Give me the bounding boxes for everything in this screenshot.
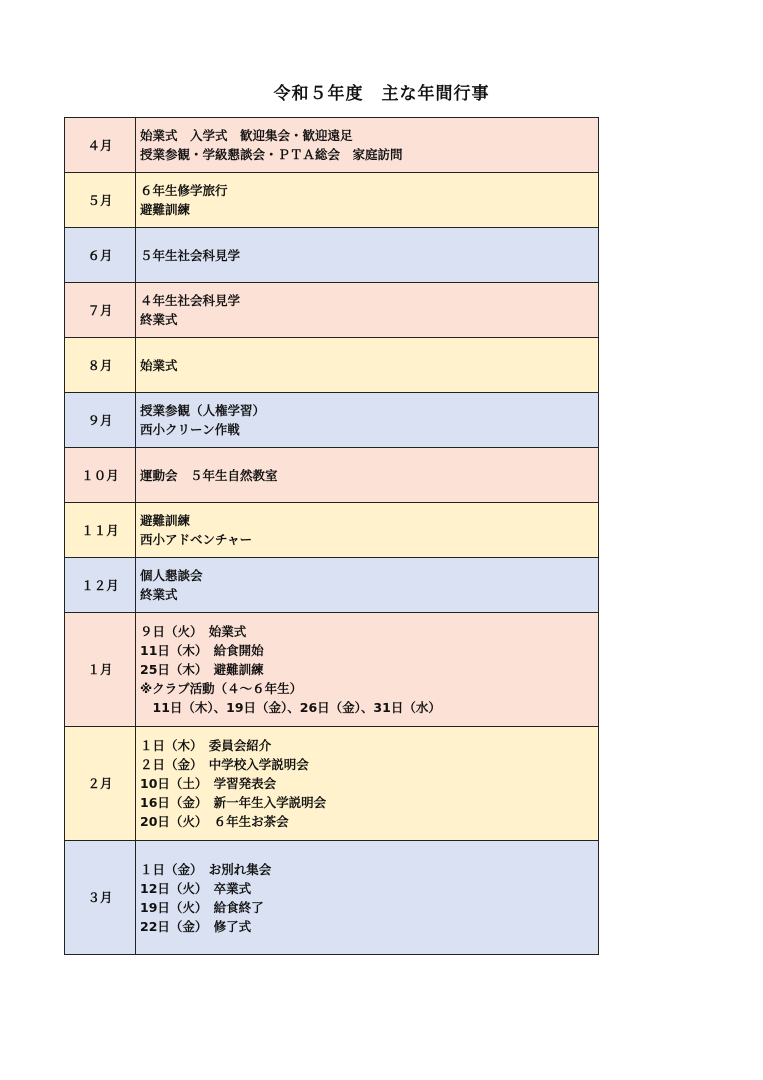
event-line: 西小アドベンチャー	[140, 532, 253, 547]
events-cell	[136, 558, 599, 613]
event-line: 授業参観・学級懇談会・ＰＴＡ総会 家庭訪問	[140, 147, 403, 162]
events-cell	[136, 283, 599, 338]
event-line: 16日（金） 新一年生入学説明会	[140, 795, 327, 810]
month-cell: ２月	[65, 727, 136, 841]
event-line: 12日（火） 卒業式	[140, 880, 252, 896]
event-line: 終業式	[140, 587, 178, 602]
events-cell	[136, 173, 599, 228]
table-row-november	[65, 503, 599, 558]
event-line: １日（木） 委員会紹介	[140, 738, 272, 753]
event-line: 終業式	[140, 312, 178, 327]
event-line: 始業式	[140, 357, 178, 373]
table-row-august	[65, 338, 599, 393]
event-line: 避難訓練	[140, 202, 191, 217]
events-cell	[136, 393, 599, 448]
event-line: 22日（金） 修了式	[140, 918, 252, 934]
page-title: 令和５年度 主な年間行事	[273, 84, 490, 104]
month-cell: ６月	[65, 228, 136, 283]
events-cell	[136, 338, 599, 393]
event-line: ５年生社会科見学	[140, 247, 241, 263]
month-cell: ９月	[65, 393, 136, 448]
event-line: ６年生修学旅行	[140, 183, 228, 198]
events-cell	[136, 613, 599, 727]
events-cell	[136, 503, 599, 558]
table-row-january	[65, 613, 599, 727]
month-cell: １０月	[65, 448, 136, 503]
event-line: 個人懇談会	[140, 568, 203, 583]
event-line: 20日（火） ６年生お茶会	[140, 814, 289, 829]
month-cell: ５月	[65, 173, 136, 228]
table-row-june	[65, 228, 599, 283]
table-row-april	[65, 118, 599, 173]
month-cell: １２月	[65, 558, 136, 613]
event-line: ４年生社会科見学	[140, 293, 241, 308]
table-row-july	[65, 283, 599, 338]
table-row-september	[65, 393, 599, 448]
event-line: 25日（木） 避難訓練	[140, 662, 264, 677]
events-cell	[136, 448, 599, 503]
event-line: ※クラブ活動（４～６年生）	[140, 681, 303, 696]
event-line: 19日（火） 給食終了	[140, 899, 264, 915]
month-cell: ７月	[65, 283, 136, 338]
event-line: 11日（木）、19日（金）、26日（金）、31日（水）	[140, 700, 441, 715]
event-line: 10日（土） 学習発表会	[140, 776, 277, 791]
table-row-february	[65, 727, 599, 841]
event-line: 運動会 ５年生自然教室	[140, 467, 278, 483]
event-line: 避難訓練	[140, 513, 191, 528]
month-cell: １月	[65, 613, 136, 727]
event-line: 授業参観（人権学習）	[140, 403, 266, 418]
event-line: 西小クリーン作戦	[140, 422, 240, 437]
events-cell	[136, 841, 599, 955]
event-line: １日（金） お別れ集会	[140, 861, 272, 877]
event-line: 始業式 入学式 歓迎集会・歓迎遠足	[140, 128, 353, 143]
annual-events-table	[64, 117, 599, 955]
events-cell	[136, 228, 599, 283]
month-cell: ８月	[65, 338, 136, 393]
events-cell	[136, 118, 599, 173]
month-cell: １１月	[65, 503, 136, 558]
month-cell: ４月	[65, 118, 136, 173]
table-row-march	[65, 841, 599, 955]
month-cell: ３月	[65, 841, 136, 955]
event-line: ９日（火） 始業式	[140, 624, 247, 639]
event-line: 11日（木） 給食開始	[140, 643, 264, 658]
events-cell	[136, 727, 599, 841]
table-row-may	[65, 173, 599, 228]
event-line: ２日（金） 中学校入学説明会	[140, 757, 309, 772]
table-row-december	[65, 558, 599, 613]
table-row-october	[65, 448, 599, 503]
